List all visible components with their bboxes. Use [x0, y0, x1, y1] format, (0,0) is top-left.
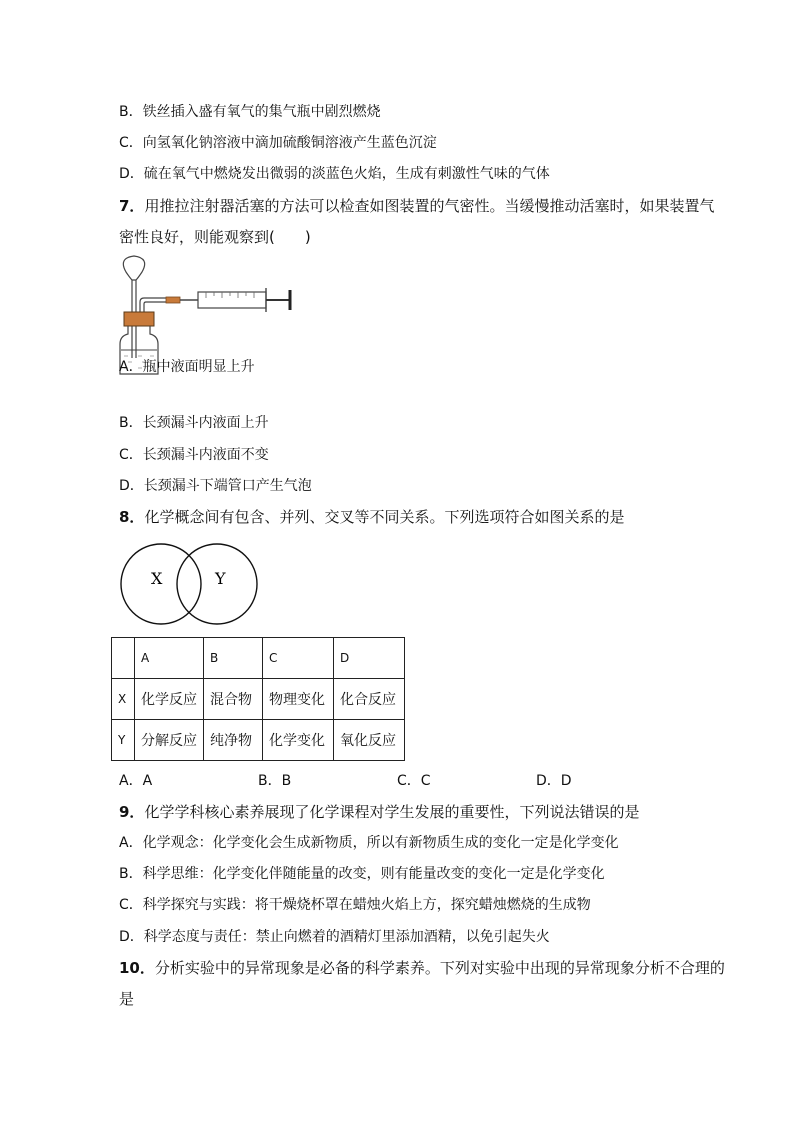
table-header-row [112, 638, 405, 679]
table-row [112, 679, 405, 720]
q7-stem-line2: 密性良好，则能观察到( ) [119, 228, 311, 246]
table-cell: B [204, 638, 263, 679]
q8-number: 8． [119, 508, 145, 526]
q7-option-b: B．长颈漏斗内液面上升 [119, 415, 269, 431]
q10-stem-line1 [119, 958, 725, 978]
q6-option-d: D．硫在氧气中燃烧发出微弱的淡蓝色火焰，生成有刺激性气味的气体 [119, 166, 550, 182]
q8-choice-a: A．A [119, 773, 153, 789]
table-cell: 分解反应 [135, 720, 204, 761]
q7-number: 7． [119, 197, 145, 215]
table-cell: 氧化反应 [334, 720, 405, 761]
q9-option-d: D．科学态度与责任：禁止向燃着的酒精灯里添加酒精，以免引起失火 [119, 929, 550, 945]
q9-stem-text: 化学学科核心素养展现了化学课程对学生发展的重要性，下列说法错误的是 [144, 803, 640, 821]
q9-option-c: C．科学探究与实践：将干燥烧杯罩在蜡烛火焰上方，探究蜡烛燃烧的生成物 [119, 897, 591, 913]
venn-label-x: X [151, 569, 163, 588]
q8-stem-line [119, 507, 624, 527]
table-cell: Y [112, 720, 135, 761]
table-cell: 纯净物 [204, 720, 263, 761]
q7-option-d: D．长颈漏斗下端管口产生气泡 [119, 478, 312, 494]
q7-stem-line1 [119, 196, 714, 216]
table-cell: 物理变化 [263, 679, 334, 720]
q8-choice-c: C．C [397, 773, 431, 789]
table-cell: 混合物 [204, 679, 263, 720]
q6-option-c: C．向氢氧化钠溶液中滴加硫酸铜溶液产生蓝色沉淀 [119, 135, 437, 151]
venn-diagram [115, 538, 265, 630]
q9-stem-line [119, 802, 639, 822]
q7-option-a: A．瓶中液面明显上升 [119, 359, 255, 375]
table-cell: 化合反应 [334, 679, 405, 720]
table-cell: 化学反应 [135, 679, 204, 720]
table-cell: A [135, 638, 204, 679]
q10-stem-line2: 是 [119, 990, 135, 1008]
q6-option-b: B．铁丝插入盛有氧气的集气瓶中剧烈燃烧 [119, 104, 381, 120]
table-row [112, 720, 405, 761]
q8-choice-b: B．B [258, 773, 292, 789]
q7-option-c: C．长颈漏斗内液面不变 [119, 447, 269, 463]
q8-stem-text: 化学概念间有包含、并列、交叉等不同关系。下列选项符合如图关系的是 [144, 508, 625, 526]
table-cell: 化学变化 [263, 720, 334, 761]
q10-stem-text1: 分析实验中的异常现象是必备的科学素养。下列对实验中出现的异常现象分析不合理的 [154, 959, 725, 977]
q10-number: 10． [119, 959, 155, 977]
q9-number: 9． [119, 803, 145, 821]
q9-option-a: A．化学观念：化学变化会生成新物质，所以有新物质生成的变化一定是化学变化 [119, 835, 619, 851]
q9-option-b: B．科学思维：化学变化伴随能量的改变，则有能量改变的变化一定是化学变化 [119, 866, 605, 882]
q8-options-table [111, 637, 405, 761]
table-cell: D [334, 638, 405, 679]
table-cell: C [263, 638, 334, 679]
table-cell [112, 638, 135, 679]
q7-stem-text1: 用推拉注射器活塞的方法可以检查如图装置的气密性。当缓慢推动活塞时，如果装置气 [144, 197, 715, 215]
table-cell: X [112, 679, 135, 720]
q8-choice-d: D．D [536, 773, 572, 789]
venn-label-y: Y [215, 569, 226, 588]
